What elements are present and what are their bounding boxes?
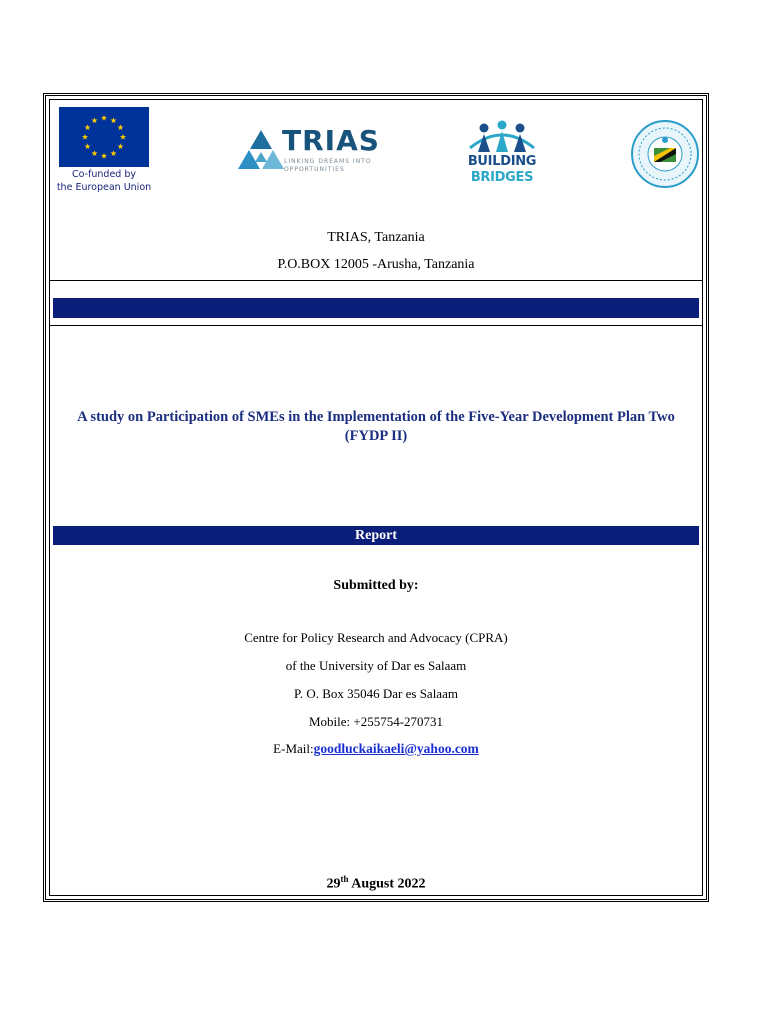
report-label: Report (355, 528, 397, 543)
org-name: TRIAS, Tanzania (327, 230, 425, 245)
building-bridges-logo (462, 118, 542, 188)
trias-tagline-line1: LINKING DREAMS INTO (284, 158, 372, 165)
date-day: 29 (326, 876, 341, 892)
date-rest: August 2022 (351, 876, 426, 892)
date-suffix: th (340, 874, 349, 884)
eu-flag-icon (59, 107, 149, 167)
divider-line (50, 325, 702, 326)
email-link[interactable]: goodluckaikaeli@yahoo.com (313, 741, 479, 756)
trias-name: TRIAS (282, 124, 380, 157)
submitter-mobile: Mobile: +255754-270731 (308, 714, 444, 729)
submitter-pobox: P. O. Box 35046 Dar es Salaam (294, 686, 458, 701)
submitter-email-line (50, 741, 702, 757)
submitter-org: Centre for Policy Research and Advocacy (CPRA) (244, 630, 508, 645)
document-frame (43, 93, 709, 902)
header-band (53, 298, 699, 318)
report-band (53, 526, 699, 545)
org-address: P.O.BOX 12005 -Arusha, Tanzania (277, 257, 475, 272)
report-title (60, 408, 692, 446)
trias-triangles-icon (238, 128, 284, 172)
building-bridges-line1: BUILDING (467, 154, 537, 169)
people-icon (462, 118, 542, 154)
eu-caption-line2: the European Union (56, 182, 152, 193)
divider-line (50, 280, 702, 281)
submitter-university: of the University of Dar es Salaam (285, 658, 467, 673)
trias-logo (238, 124, 380, 178)
organization-seal-logo (630, 118, 700, 190)
report-title-line2: (FYDP II) (344, 428, 408, 444)
email-label: E-Mail: (273, 741, 314, 756)
logo-row (50, 100, 702, 210)
trias-tagline-line2: OPPORTUNITIES (284, 166, 345, 173)
trias-tagline (284, 158, 372, 174)
report-title-line1: A study on Participation of SMEs in the Implementation of the Five-Year Development Plan Two (77, 409, 675, 425)
document-inner-border (49, 99, 703, 896)
report-date (50, 874, 702, 893)
building-bridges-line2: BRIDGES (470, 170, 534, 185)
eu-logo (56, 107, 152, 193)
organization-seal-icon (630, 118, 700, 190)
eu-caption-line1: Co-funded by (71, 169, 136, 180)
submitted-by-label: Submitted by: (333, 578, 419, 593)
